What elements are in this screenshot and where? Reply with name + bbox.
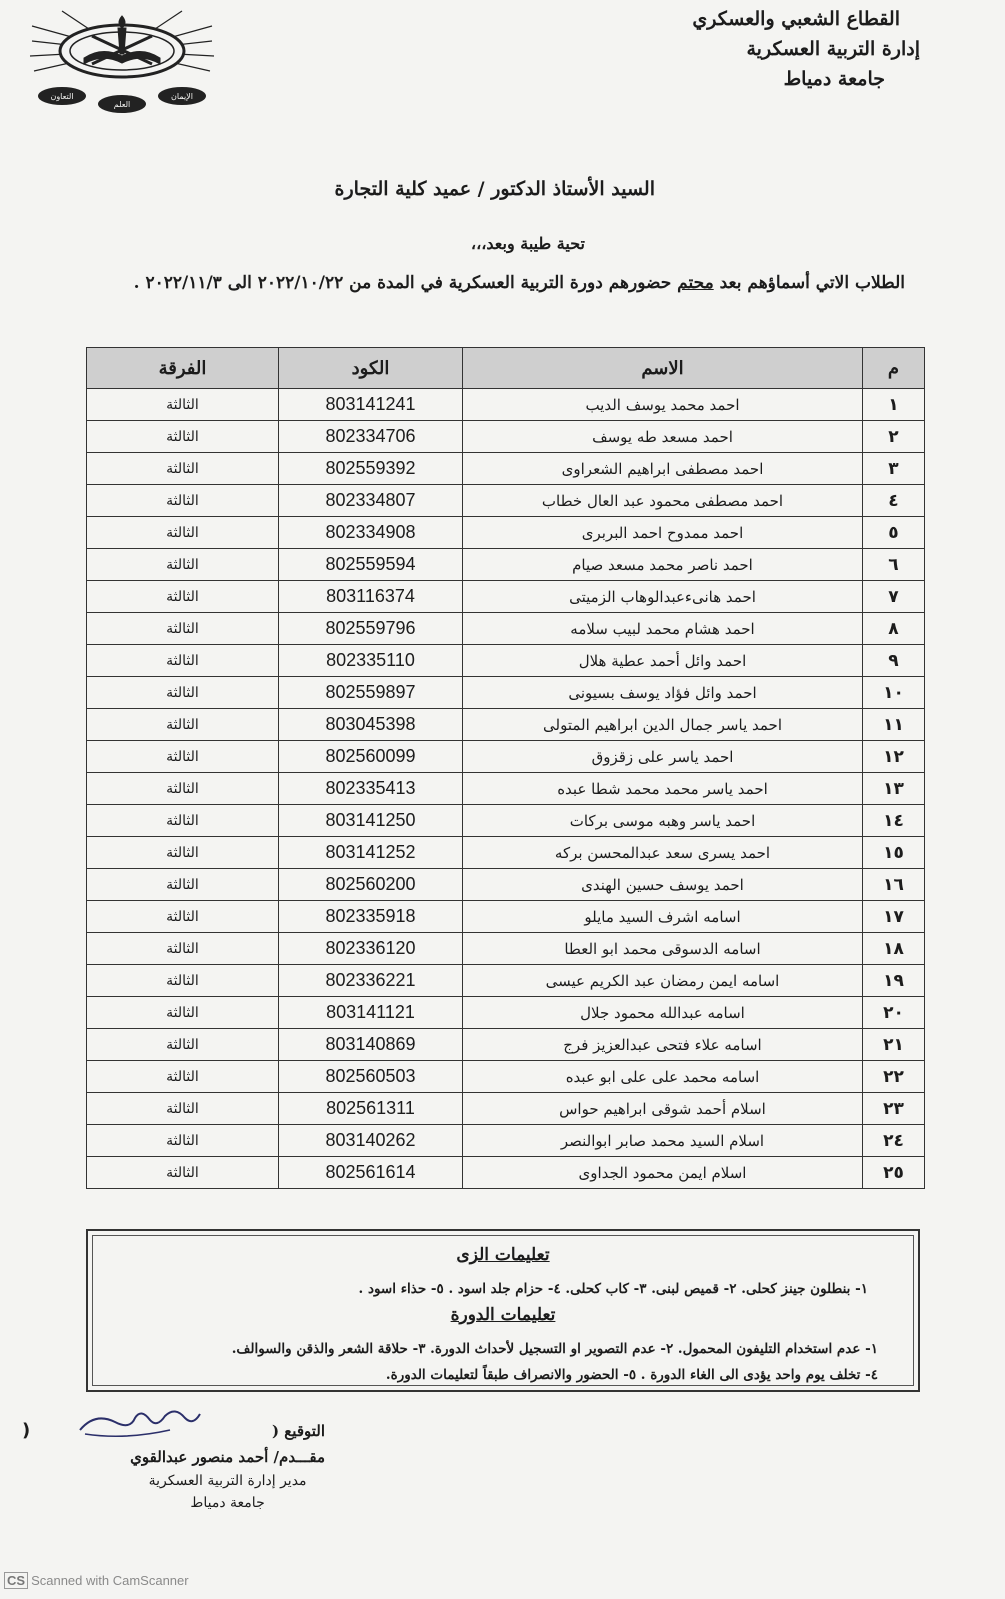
cell-num: ٧ (863, 581, 925, 613)
table-row (87, 1029, 925, 1061)
table-row (87, 613, 925, 645)
cell-num: ١٤ (863, 805, 925, 837)
table-row (87, 677, 925, 709)
cell-code: 803045398 (279, 709, 463, 741)
header-code: الكود (279, 348, 463, 389)
cell-num: ٢٢ (863, 1061, 925, 1093)
cell-num: ٥ (863, 517, 925, 549)
cell-year: الثالثة (87, 581, 279, 613)
cell-code: 802335918 (279, 901, 463, 933)
table-row (87, 421, 925, 453)
cell-year: الثالثة (87, 965, 279, 997)
cell-num: ١ (863, 389, 925, 421)
cell-name: احمد ممدوح احمد البربرى (463, 517, 863, 549)
course-line-2: ٤- تخلف يوم واحد يؤدى الى الغاء الدورة . ٥- الحضور والانصراف طبقاً لتعليمات الدورة. (385, 1367, 878, 1383)
cell-name: احمد وائل فؤاد يوسف بسيونى (463, 677, 863, 709)
header-name: الاسم (463, 348, 863, 389)
cell-name: اسامه علاء فتحى عبدالعزيز فرج (463, 1029, 863, 1061)
cell-name: احمد وائل أحمد عطية هلال (463, 645, 863, 677)
cell-code: 802335110 (279, 645, 463, 677)
uniform-line: ١- بنطلون جينز كحلى. ٢- قميص لبنى. ٣- كاب كحلى. ٤- حزام جلد اسود . ٥- حذاء اسود . (358, 1281, 868, 1297)
cell-name: اسامه محمد على على ابو عبده (463, 1061, 863, 1093)
cell-year: الثالثة (87, 389, 279, 421)
table-row (87, 1093, 925, 1125)
table-row (87, 965, 925, 997)
table-row (87, 709, 925, 741)
logo-ribbon-faith: الإيمان (171, 92, 193, 101)
table-row (87, 581, 925, 613)
cell-num: ١٨ (863, 933, 925, 965)
cell-num: ٦ (863, 549, 925, 581)
cell-name: اسلام أحمد شوقى ابراهيم حواس (463, 1093, 863, 1125)
cell-name: احمد مصطفى محمود عبد العال خطاب (463, 485, 863, 517)
cell-year: الثالثة (87, 1093, 279, 1125)
cell-year: الثالثة (87, 773, 279, 805)
cell-code: 803140869 (279, 1029, 463, 1061)
cell-name: احمد ياسر محمد محمد شطا عبده (463, 773, 863, 805)
cell-year: الثالثة (87, 805, 279, 837)
cell-year: الثالثة (87, 1157, 279, 1189)
cell-name: اسامه عبدالله محمود جلال (463, 997, 863, 1029)
cell-code: 802334807 (279, 485, 463, 517)
cell-name: احمد يوسف حسين الهندى (463, 869, 863, 901)
cell-num: ١٩ (863, 965, 925, 997)
table-header-row (87, 348, 925, 389)
cell-code: 802561614 (279, 1157, 463, 1189)
cell-year: الثالثة (87, 549, 279, 581)
cell-code: 802335413 (279, 773, 463, 805)
cell-num: ١٥ (863, 837, 925, 869)
table-row (87, 485, 925, 517)
cell-name: احمد مصطفى ابراهيم الشعراوى (463, 453, 863, 485)
cell-num: ٢٤ (863, 1125, 925, 1157)
cell-year: الثالثة (87, 997, 279, 1029)
table-row (87, 805, 925, 837)
cell-num: ٩ (863, 645, 925, 677)
cell-name: اسامه ايمن رمضان عبد الكريم عيسى (463, 965, 863, 997)
cell-name: احمد محمد يوسف الديب (463, 389, 863, 421)
cell-year: الثالثة (87, 933, 279, 965)
cell-year: الثالثة (87, 709, 279, 741)
cell-code: 803141121 (279, 997, 463, 1029)
cell-code: 803141241 (279, 389, 463, 421)
course-line-1: ١- عدم استخدام التليفون المحمول. ٢- عدم التصوير او التسجيل لأحداث الدورة. ٣- حلاقة الشعر والذقن والسوالف. (231, 1341, 878, 1357)
table-row (87, 837, 925, 869)
cell-year: الثالثة (87, 1061, 279, 1093)
cell-name: اسلام السيد محمد صابر ابوالنصر (463, 1125, 863, 1157)
org-line-1: القطاع الشعبي والعسكري (692, 8, 900, 30)
cell-code: 803141252 (279, 837, 463, 869)
cell-code: 802334908 (279, 517, 463, 549)
intro-part-2: حضورهم دورة التربية العسكرية في المدة من ٢٠٢٢/١٠/٢٢ الى ٢٠٢٢/١١/٣ . (133, 273, 678, 293)
cell-year: الثالثة (87, 1125, 279, 1157)
org-line-2: إدارة التربية العسكرية (746, 38, 920, 60)
cell-year: الثالثة (87, 453, 279, 485)
cell-code: 803116374 (279, 581, 463, 613)
course-title: تعليمات الدورة (450, 1305, 556, 1325)
signature-block (130, 1418, 325, 1514)
cell-code: 802559897 (279, 677, 463, 709)
intro-paragraph (75, 268, 905, 299)
cell-num: ٨ (863, 613, 925, 645)
table-row (87, 741, 925, 773)
cell-name: احمد هشام محمد لبيب سلامه (463, 613, 863, 645)
cell-num: ١٢ (863, 741, 925, 773)
table-row (87, 1157, 925, 1189)
cell-name: اسامه الدسوقى محمد ابو العطا (463, 933, 863, 965)
table-row (87, 517, 925, 549)
cell-year: الثالثة (87, 485, 279, 517)
uniform-title: تعليمات الزى (456, 1245, 550, 1265)
signature-label: التوقيع ( (271, 1422, 325, 1440)
cell-num: ٢١ (863, 1029, 925, 1061)
cell-code: 802334706 (279, 421, 463, 453)
table-body (87, 389, 925, 1189)
logo-ribbon-cooperation: التعاون (50, 92, 74, 101)
signatory-title: مدير إدارة التربية العسكرية (148, 1473, 307, 1489)
cell-num: ١٦ (863, 869, 925, 901)
cell-num: ٢٣ (863, 1093, 925, 1125)
logo-ribbon-science: العلم (113, 100, 131, 109)
header-num: م (863, 348, 925, 389)
cell-name: احمد ياسر وهبه موسى بركات (463, 805, 863, 837)
cell-code: 802560200 (279, 869, 463, 901)
cell-year: الثالثة (87, 613, 279, 645)
table-row (87, 933, 925, 965)
org-line-3: جامعة دمياط (783, 68, 885, 90)
cell-year: الثالثة (87, 517, 279, 549)
cell-code: 802560099 (279, 741, 463, 773)
table-row (87, 869, 925, 901)
table-row (87, 1061, 925, 1093)
cell-name: احمد ياسر جمال الدين ابراهيم المتولى (463, 709, 863, 741)
signatory-name: مقـــدم/ أحمد منصور عبدالقوي (130, 1448, 325, 1466)
table-row (87, 1125, 925, 1157)
cell-code: 802560503 (279, 1061, 463, 1093)
instructions-box (86, 1229, 920, 1392)
cell-year: الثالثة (87, 645, 279, 677)
cell-code: 803141250 (279, 805, 463, 837)
watermark-text: Scanned with CamScanner (31, 1573, 189, 1588)
intro-underlined: محتم (677, 273, 714, 293)
salutation: السيد الأستاذ الدكتور / عميد كلية التجارة (334, 178, 655, 200)
cell-name: اسامه اشرف السيد مايلو (463, 901, 863, 933)
cell-num: ٤ (863, 485, 925, 517)
cell-code: 802559796 (279, 613, 463, 645)
cell-name: احمد ناصر محمد مسعد صيام (463, 549, 863, 581)
cell-num: ٢ (863, 421, 925, 453)
cell-year: الثالثة (87, 869, 279, 901)
cell-code: 803140262 (279, 1125, 463, 1157)
header-year: الفرقة (87, 348, 279, 389)
cell-year: الثالثة (87, 901, 279, 933)
cell-name: احمد هانىءعبدالوهاب الزميتى (463, 581, 863, 613)
cell-num: ١٣ (863, 773, 925, 805)
org-header (692, 4, 920, 94)
cell-year: الثالثة (87, 677, 279, 709)
table-row (87, 549, 925, 581)
cell-num: ١٧ (863, 901, 925, 933)
cell-year: الثالثة (87, 741, 279, 773)
cell-year: الثالثة (87, 1029, 279, 1061)
table-row (87, 645, 925, 677)
table-row (87, 389, 925, 421)
cell-code: 802559594 (279, 549, 463, 581)
cell-code: 802336120 (279, 933, 463, 965)
cell-name: احمد مسعد طه يوسف (463, 421, 863, 453)
scanner-watermark (4, 1572, 189, 1589)
cell-name: احمد ياسر على زقزوق (463, 741, 863, 773)
cell-year: الثالثة (87, 837, 279, 869)
cell-name: احمد يسرى سعد عبدالمحسن بركه (463, 837, 863, 869)
cell-year: الثالثة (87, 421, 279, 453)
table-row (87, 773, 925, 805)
cell-num: ١٠ (863, 677, 925, 709)
signature-close-paren: ) (22, 1420, 31, 1441)
table-row (87, 453, 925, 485)
signatory-university: جامعة دمياط (190, 1495, 265, 1511)
cell-name: اسلام ايمن محمود الجداوى (463, 1157, 863, 1189)
table-row (87, 997, 925, 1029)
cell-num: ٣ (863, 453, 925, 485)
camscanner-icon: CS (4, 1572, 28, 1589)
cell-code: 802561311 (279, 1093, 463, 1125)
students-table (86, 347, 925, 1189)
greeting: تحية طيبة وبعد،،، (470, 234, 585, 253)
cell-num: ٢٥ (863, 1157, 925, 1189)
cell-code: 802559392 (279, 453, 463, 485)
cell-num: ٢٠ (863, 997, 925, 1029)
emblem-logo-icon (22, 6, 222, 116)
cell-num: ١١ (863, 709, 925, 741)
intro-part-1: الطلاب الاتي أسماؤهم بعد (713, 273, 905, 293)
table-row (87, 901, 925, 933)
cell-code: 802336221 (279, 965, 463, 997)
